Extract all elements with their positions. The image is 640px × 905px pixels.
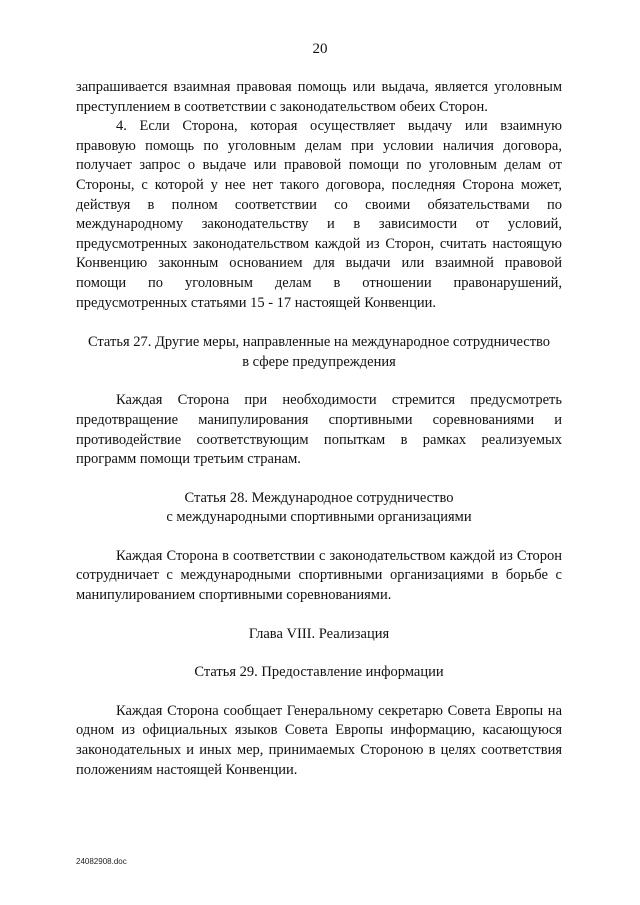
article-28-title-line2: с международными спортивными организациями — [166, 509, 472, 526]
article-28-title-line1: Статья 28. Международное сотрудничество — [184, 489, 454, 506]
page-number: 20 — [312, 41, 328, 57]
article-29-heading: Статья 29. Предоставление информации — [194, 664, 444, 681]
article-27-title-line2: в сфере предупреждения — [242, 353, 396, 370]
paragraph-continuation: запрашивается взаимная правовая помощь или выдача, является уголовным преступлением в соответствии с законодательством обеих Сторон. — [76, 79, 562, 115]
paragraph-item-4: 4. Если Сторона, которая осуществляет выдачу или взаимную правовую помощь по уголовным делам при условии наличия договора, получает запрос о выдаче или правовой помощи по уголовным делам от Стороны, с которой у нее нет такого договора, последняя Сторона может, действуя в полном соответствии со своими обязательствами по международному законодательству и в зависимости от условий, предусмотренных законодательством каждой из Сторон, считать настоящую Конвенцию законным основанием для выдачи или взаимной правовой помощи по уголовным делам в отношении правонарушений, предусмотренных статьями 15 - 17 настоящей Конвенции. — [76, 118, 562, 311]
article-28-heading — [76, 489, 562, 528]
article-28-text: Каждая Сторона в соответствии с законодательством каждой из Сторон сотрудничает с международными спортивными организациями в борьбе с манипулированием спортивными соревнованиями. — [76, 547, 562, 604]
document-body — [76, 78, 562, 780]
article-27-title-line1: Статья 27. Другие меры, направленные на международное сотрудничество — [87, 334, 551, 351]
article-27-text: Каждая Сторона при необходимости стремится предусмотреть предотвращение манипулирования спортивными соревнованиями и противодействие соответствующим попыткам в рамках реализуемых программ помощи третьим странам. — [76, 392, 562, 468]
article-29-text: Каждая Сторона сообщает Генеральному секретарю Совета Европы на одном из официальных языков Совета Европы информацию, касающуюся законодательных и иных мер, принимаемых Стороною в целях соответствия положениям настоящей Конвенции. — [76, 702, 562, 778]
article-27-heading — [76, 333, 562, 372]
chapter-8-heading: Глава VIII. Реализация — [248, 625, 390, 642]
footer-doc-id: 24082908.doc — [76, 857, 127, 866]
